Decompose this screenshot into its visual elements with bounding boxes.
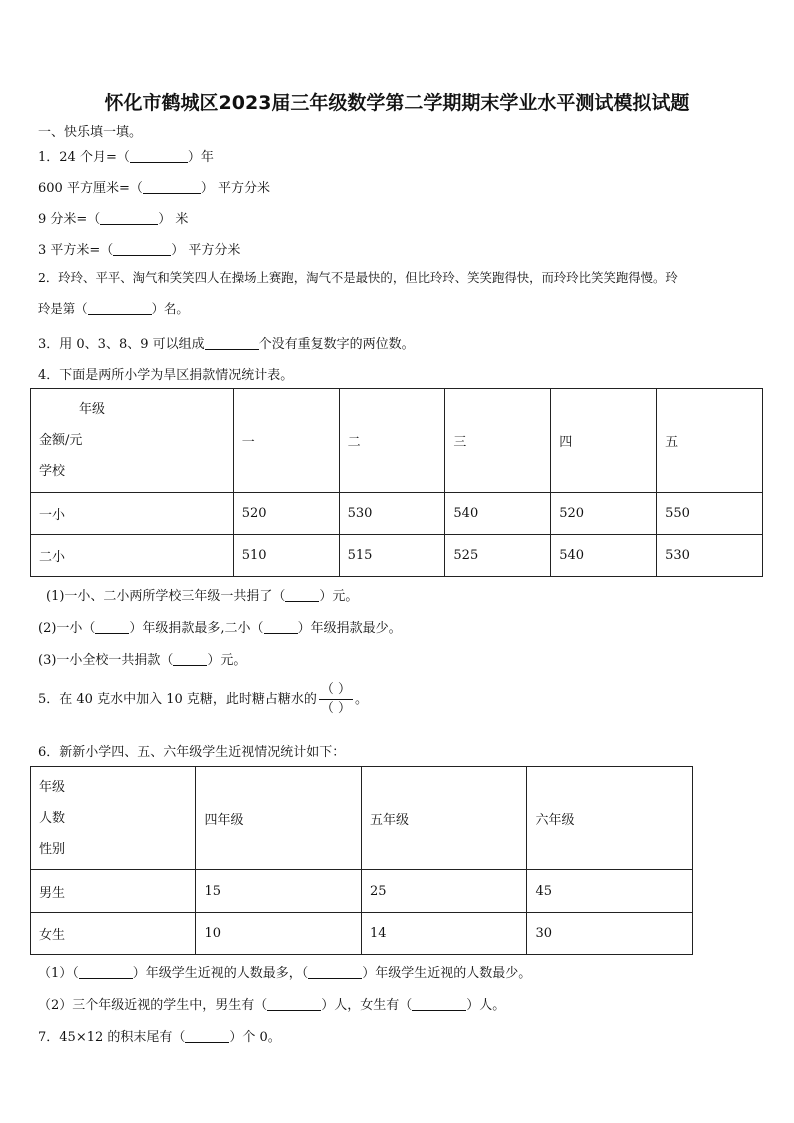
question-4-intro: 4．下面是两所小学为旱区捐款情况统计表。 <box>38 368 294 383</box>
table-cell: 30 <box>527 913 693 955</box>
table-row <box>31 913 693 955</box>
myopia-table <box>30 766 693 955</box>
table-cell: 510 <box>233 535 339 577</box>
question-text: 个没有重复数字的两位数。 <box>258 337 415 352</box>
question-text: ）年 <box>187 150 214 165</box>
answer-blank[interactable] <box>100 210 158 225</box>
question-text: （1）（ <box>38 966 79 981</box>
question-4-sub2 <box>38 617 402 636</box>
answer-blank[interactable] <box>264 619 298 634</box>
table-header-row <box>31 389 763 493</box>
question-4-sub3 <box>38 649 246 668</box>
table-cell: 550 <box>657 493 763 535</box>
answer-blank[interactable] <box>143 179 201 194</box>
corner-label-amount: 金额/元 <box>39 433 83 448</box>
answer-blank[interactable] <box>88 300 152 315</box>
corner-label-grade: 年级 <box>39 779 66 795</box>
fraction-denominator[interactable]: （ ） <box>320 701 352 716</box>
question-5 <box>38 681 368 718</box>
answer-blank[interactable] <box>95 619 129 634</box>
question-text: (3)一小全校一共捐款（ <box>38 653 174 668</box>
column-header: 六年级 <box>527 767 693 870</box>
column-header: 一 <box>233 389 339 493</box>
question-1c <box>38 208 188 227</box>
question-text: ）人。 <box>466 998 506 1013</box>
question-text: ） 米 <box>158 212 189 227</box>
question-1b <box>38 177 270 196</box>
question-2 <box>38 262 760 324</box>
fraction-numerator[interactable]: （ ） <box>319 681 353 700</box>
page-title: 怀化市鹤城区2023届三年级数学第二学期期末学业水平测试模拟试题 <box>104 92 690 114</box>
table-cell: 15 <box>196 870 362 913</box>
question-text: 。 <box>355 692 369 707</box>
question-text: ）年级学生近视的人数最少。 <box>362 966 532 981</box>
question-6-intro: 6．新新小学四、五、六年级学生近视情况统计如下： <box>38 745 346 760</box>
answer-blank[interactable] <box>173 651 207 666</box>
table-cell: 14 <box>361 913 527 955</box>
answer-blank[interactable] <box>285 587 319 602</box>
question-text: ）人，女生有（ <box>321 998 413 1013</box>
question-text: ）个 0。 <box>229 1030 281 1045</box>
section-heading: 一、快乐填一填。 <box>38 125 143 140</box>
question-text: 9 分米=（ <box>38 212 101 227</box>
question-text: ）年级捐款最多,二小（ <box>129 621 264 636</box>
answer-blank[interactable] <box>205 335 259 350</box>
table-corner-cell <box>31 767 196 870</box>
answer-blank[interactable] <box>308 964 362 979</box>
row-header: 一小 <box>31 493 234 535</box>
question-text: (1)一小、二小两所学校三年级一共捐了（ <box>46 589 286 604</box>
question-1d <box>38 239 240 258</box>
table-cell: 540 <box>445 493 551 535</box>
row-header: 二小 <box>31 535 234 577</box>
table-cell: 10 <box>196 913 362 955</box>
answer-blank[interactable] <box>130 148 188 163</box>
question-text: 3．用 0、3、8、9 可以组成 <box>38 337 205 352</box>
table-cell: 530 <box>657 535 763 577</box>
question-7 <box>38 1026 281 1045</box>
donation-table <box>30 388 763 577</box>
question-text: 玲是第（ <box>38 301 88 316</box>
question-6-sub1 <box>38 962 531 981</box>
question-text: ） 平方分米 <box>200 181 270 196</box>
question-text: ）名。 <box>151 301 189 316</box>
question-text: (2)一小（ <box>38 621 96 636</box>
table-row <box>31 535 763 577</box>
row-header: 男生 <box>31 870 196 913</box>
table-row <box>31 870 693 913</box>
question-text: ） 平方分米 <box>171 243 241 258</box>
table-cell: 530 <box>339 493 445 535</box>
question-text: 3 平方米=（ <box>38 243 114 258</box>
question-4-sub1 <box>46 585 358 604</box>
question-1a <box>38 146 214 165</box>
answer-blank[interactable] <box>267 996 321 1011</box>
question-text: （2）三个年级近视的学生中，男生有（ <box>38 998 268 1013</box>
answer-blank[interactable] <box>113 241 171 256</box>
fraction-blank[interactable] <box>319 681 353 718</box>
question-text: ）元。 <box>207 653 247 668</box>
question-text: 1．24 个月=（ <box>38 150 130 165</box>
answer-blank[interactable] <box>185 1028 229 1043</box>
table-cell: 515 <box>339 535 445 577</box>
table-corner-cell <box>31 389 234 493</box>
question-text: 5．在 40 克水中加入 10 克糖，此时糖占糖水的 <box>38 692 317 707</box>
column-header: 二 <box>339 389 445 493</box>
corner-label-count: 人数 <box>39 810 66 826</box>
answer-blank[interactable] <box>412 996 466 1011</box>
corner-label-grade: 年级 <box>79 402 106 417</box>
column-header: 四年级 <box>196 767 362 870</box>
table-cell: 540 <box>551 535 657 577</box>
column-header: 五年级 <box>361 767 527 870</box>
table-cell: 525 <box>445 535 551 577</box>
row-header: 女生 <box>31 913 196 955</box>
table-cell: 520 <box>551 493 657 535</box>
question-6-sub2 <box>38 994 505 1013</box>
table-row <box>31 493 763 535</box>
column-header: 四 <box>551 389 657 493</box>
corner-label-school: 学校 <box>39 464 66 479</box>
question-3 <box>38 333 415 352</box>
answer-blank[interactable] <box>79 964 133 979</box>
table-cell: 45 <box>527 870 693 913</box>
question-text: ）元。 <box>319 589 359 604</box>
table-cell: 25 <box>361 870 527 913</box>
column-header: 三 <box>445 389 551 493</box>
table-header-row <box>31 767 693 870</box>
question-text: 600 平方厘米=（ <box>38 181 143 196</box>
question-text: 2．玲玲、平平、淘气和笑笑四人在操场上赛跑，淘气不是最快的，但比玲玲、笑笑跑得快，而玲玲比笑笑跑得慢。玲 <box>38 270 678 285</box>
column-header: 五 <box>657 389 763 493</box>
corner-label-gender: 性别 <box>39 841 66 857</box>
question-text: ）年级学生近视的人数最多，（ <box>132 966 309 981</box>
question-text: 7．45×12 的积末尾有（ <box>38 1030 186 1045</box>
question-text: ）年级捐款最少。 <box>297 621 402 636</box>
table-cell: 520 <box>233 493 339 535</box>
